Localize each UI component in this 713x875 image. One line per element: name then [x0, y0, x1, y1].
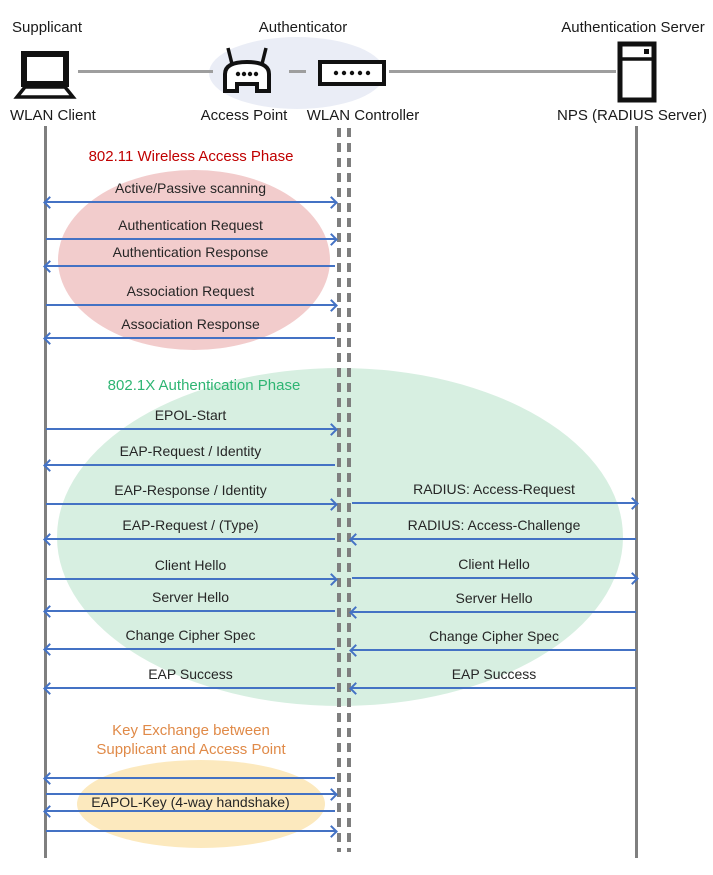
message-label: EAP-Response / Identity	[114, 482, 267, 498]
message-arrow	[46, 464, 335, 466]
phase-8021x-title: 802.1X Authentication Phase	[107, 377, 301, 394]
message-arrow	[46, 201, 335, 203]
message-arrow	[46, 687, 335, 689]
message-label: Active/Passive scanning	[115, 180, 266, 196]
message-arrow	[352, 538, 636, 540]
message-arrow	[352, 611, 636, 613]
arrowhead-right-icon	[325, 299, 338, 312]
connector-ap-controller	[289, 70, 306, 73]
message-label: EPOL-Start	[154, 407, 227, 423]
message-label: Authentication Response	[112, 244, 269, 260]
message-arrow	[352, 502, 636, 504]
label-wlan-client: WLAN Client	[10, 107, 96, 124]
label-wlan-controller: WLAN Controller	[306, 107, 420, 124]
message-label: Association Request	[126, 283, 255, 299]
message-label: Server Hello	[151, 589, 230, 605]
message-label: Client Hello	[154, 557, 227, 573]
message-arrow	[46, 777, 335, 779]
arrowhead-right-icon	[325, 196, 338, 209]
message-label: EAP Success	[451, 666, 537, 682]
message-label: EAPOL-Key (4-way handshake)	[91, 794, 290, 810]
message-arrow	[352, 649, 636, 651]
message-arrow	[46, 830, 335, 832]
message-label: RADIUS: Access-Challenge	[407, 517, 581, 533]
phase-80211-title: 802.11 Wireless Access Phase	[88, 148, 294, 165]
message-arrow	[46, 503, 335, 505]
laptop-icon	[13, 51, 77, 101]
role-authentication-server: Authentication Server	[561, 19, 705, 36]
message-arrow	[352, 687, 636, 689]
message-arrow	[46, 538, 335, 540]
message-arrow	[46, 810, 335, 812]
message-arrow	[46, 265, 335, 267]
message-arrow	[46, 428, 335, 430]
message-label: Association Response	[121, 316, 260, 332]
role-authenticator: Authenticator	[258, 19, 348, 36]
message-arrow	[46, 238, 335, 240]
role-supplicant: Supplicant	[12, 19, 83, 36]
message-label: Client Hello	[458, 556, 530, 572]
message-label: EAP Success	[148, 666, 233, 682]
message-label: Authentication Request	[118, 217, 263, 233]
connector-controller-server	[389, 70, 616, 73]
server-icon	[617, 41, 657, 103]
message-arrow	[46, 337, 335, 339]
message-label: EAP-Request / Identity	[119, 443, 262, 459]
label-access-point: Access Point	[200, 107, 288, 124]
access-point-icon	[215, 46, 279, 94]
message-label: EAP-Request / (Type)	[122, 517, 259, 533]
message-arrow	[46, 610, 335, 612]
message-label: Change Cipher Spec	[429, 628, 559, 644]
phase-key-exchange-title-line2: Supplicant and Access Point	[96, 741, 286, 758]
message-arrow	[46, 304, 335, 306]
arrowhead-right-icon	[325, 825, 338, 838]
message-label: Server Hello	[455, 590, 533, 606]
message-label: RADIUS: Access-Request	[413, 481, 575, 497]
label-nps-radius-server: NPS (RADIUS Server)	[556, 107, 708, 124]
phase-key-exchange-title	[96, 721, 285, 759]
connector-client-ap	[78, 70, 213, 73]
message-label: Change Cipher Spec	[125, 627, 256, 643]
message-arrow	[352, 577, 636, 579]
message-arrow	[46, 648, 335, 650]
phase-key-exchange-title-line1: Key Exchange between	[112, 722, 270, 739]
message-arrow	[46, 578, 335, 580]
wlan-controller-icon	[318, 60, 386, 86]
